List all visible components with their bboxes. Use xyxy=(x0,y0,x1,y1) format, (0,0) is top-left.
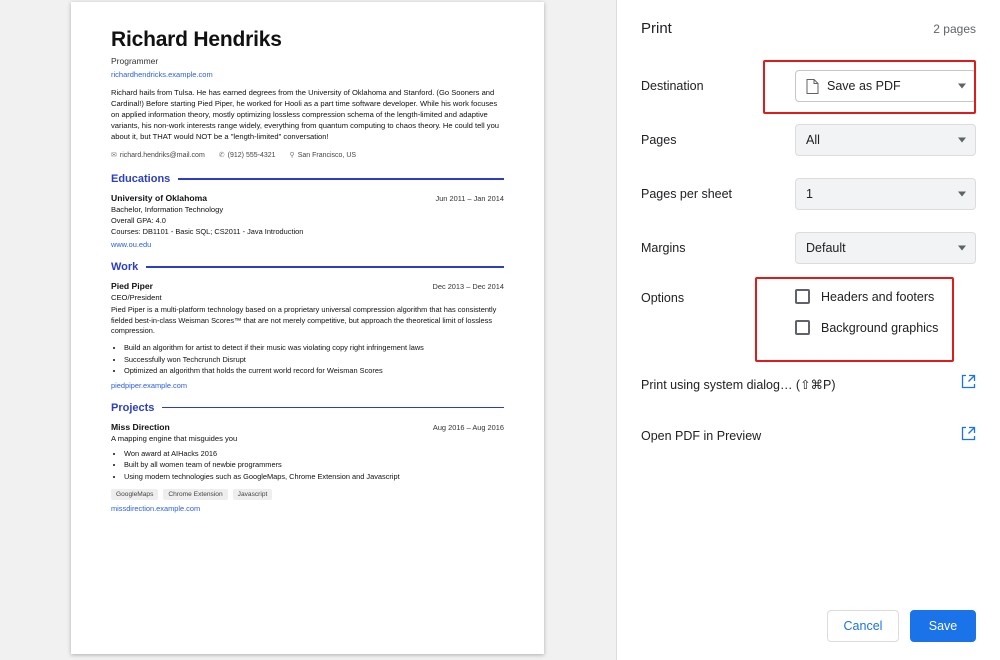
destination-label: Destination xyxy=(641,79,704,93)
open-pdf-in-preview-row[interactable] xyxy=(641,413,976,459)
section-header-projects xyxy=(111,402,504,414)
entry-link[interactable]: missdirection.example.com xyxy=(111,504,201,514)
resume-role: Programmer xyxy=(111,56,159,66)
page-count-label: 2 pages xyxy=(933,22,976,36)
pages-label: Pages xyxy=(641,133,677,147)
pages-per-sheet-label: Pages per sheet xyxy=(641,187,733,201)
entry-line: Overall GPA: 4.0 xyxy=(111,216,166,225)
pages-row xyxy=(641,113,976,167)
entry-organization: Pied Piper xyxy=(111,281,154,291)
section-rule xyxy=(146,266,504,268)
list-item: • Built by all women team of newbie programmers xyxy=(124,459,504,470)
page-title: Print xyxy=(641,20,672,37)
print-settings-pane xyxy=(617,0,1000,660)
entry-tag-list xyxy=(111,489,504,500)
entry-bullet-list xyxy=(111,342,504,376)
background-graphics-label: Background graphics xyxy=(821,320,939,335)
pages-value: All xyxy=(806,133,820,147)
pages-per-sheet-row xyxy=(641,167,976,221)
mail-icon: ✉ xyxy=(111,152,117,159)
pdf-file-icon xyxy=(806,79,819,94)
list-item: • Using modern technologies such as GoogleMaps, Chrome Extension and Javascript xyxy=(124,471,504,482)
chevron-down-icon xyxy=(958,246,966,251)
open-pdf-in-preview-label: Open PDF in Preview xyxy=(641,429,762,443)
resume-contact-row xyxy=(111,151,504,159)
section-title: Educations xyxy=(111,173,171,185)
entry-description: Pied Piper is a multi-platform technology based on a proprietary universal compression algorithm that has consistently fielded best-in-class Weisman Scores™ that are not merely competitive, but approach the theoretical limit of lossless compression. xyxy=(111,305,497,336)
external-link-icon[interactable] xyxy=(961,374,976,394)
resume-entry xyxy=(111,193,504,249)
entry-date: Jun 2011 – Jan 2014 xyxy=(435,194,504,203)
entry-subtitle: Bachelor, Information Technology xyxy=(111,205,224,214)
entry-link[interactable]: www.ou.edu xyxy=(111,240,152,249)
list-item: • Successfully won Techcrunch Disrupt xyxy=(124,354,504,365)
contact-location xyxy=(290,151,357,159)
background-graphics-option[interactable] xyxy=(795,320,938,335)
destination-select[interactable] xyxy=(795,70,976,102)
contact-email-text: richard.hendriks@mail.com xyxy=(119,151,205,159)
margins-row xyxy=(641,221,976,275)
destination-row xyxy=(641,59,976,113)
tag: Chrome Extension xyxy=(163,489,227,500)
contact-phone-text: (912) 555-4321 xyxy=(227,151,276,159)
chevron-down-icon xyxy=(958,84,966,89)
section-rule xyxy=(178,178,504,180)
print-header xyxy=(641,0,976,37)
options-checkbox-group xyxy=(795,283,938,335)
list-item: • Optimized an algorithm that holds the current world record for Weisman Scores xyxy=(124,365,504,376)
location-icon: ⚲ xyxy=(289,152,295,159)
margins-label: Margins xyxy=(641,241,686,255)
resume-name: Richard Hendriks xyxy=(111,28,282,51)
dialog-footer xyxy=(827,610,976,642)
contact-location-text: San Francisco, US xyxy=(297,151,357,159)
print-using-system-dialog-row[interactable] xyxy=(641,361,976,407)
entry-date: Dec 2013 – Dec 2014 xyxy=(432,282,504,291)
entry-date: Aug 2016 – Aug 2016 xyxy=(432,422,504,432)
pages-select[interactable] xyxy=(795,124,976,156)
entry-subtitle: CEO/President xyxy=(111,293,162,302)
pages-per-sheet-select[interactable] xyxy=(795,178,976,210)
entry-line: Courses: DB1101 - Basic SQL; CS2011 - Java Introduction xyxy=(111,227,304,236)
entry-organization: University of Oklahoma xyxy=(111,193,207,203)
resume-summary: Richard hails from Tulsa. He has earned degrees from the University of Oklahoma and Stanford. (Go Sooners and Cardinal!) Before starting Pied Piper, he worked for Hooli as a part time software developer. While his work focuses on applied information theory, mostly optimizing lossless compression schema of the length-limited and adaptive variants, his non-work interests range widely, everything from quantum computing to chaos theory. He could tell you about it, but THAT would NOT be a "length-limited" conversation! xyxy=(111,88,500,141)
contact-phone xyxy=(219,151,276,159)
resume-entry xyxy=(111,281,504,390)
section-title: Projects xyxy=(111,401,155,414)
options-label: Options xyxy=(641,291,685,305)
headers-and-footers-label: Headers and footers xyxy=(821,289,935,304)
entry-subtitle: A mapping engine that misguides you xyxy=(111,433,238,443)
resume-entry xyxy=(111,422,504,513)
entry-organization: Miss Direction xyxy=(111,421,170,432)
resume-website-link[interactable]: richardhendricks.example.com xyxy=(111,70,213,79)
save-button[interactable]: Save xyxy=(910,610,976,642)
section-title: Work xyxy=(111,261,139,273)
tag: Javascript xyxy=(233,489,273,500)
list-item: • Build an algorithm for artist to detect if their music was violating copy right infringement laws xyxy=(124,342,504,353)
phone-icon: ✆ xyxy=(218,152,225,159)
checkbox-icon[interactable] xyxy=(795,289,810,304)
chevron-down-icon xyxy=(958,138,966,143)
external-link-icon[interactable] xyxy=(961,426,976,446)
list-item: • Won award at AIHacks 2016 xyxy=(124,448,504,459)
entry-bullet-list xyxy=(111,448,504,482)
options-row xyxy=(641,275,976,335)
section-header-educations xyxy=(111,173,504,185)
preview-page xyxy=(71,2,544,654)
pages-per-sheet-value: 1 xyxy=(806,187,813,201)
cancel-button[interactable]: Cancel xyxy=(827,610,899,642)
section-rule xyxy=(162,407,504,409)
headers-and-footers-option[interactable] xyxy=(795,289,938,304)
margins-select[interactable] xyxy=(795,232,976,264)
margins-value: Default xyxy=(806,241,846,255)
contact-email xyxy=(111,151,205,159)
destination-value: Save as PDF xyxy=(827,79,901,93)
entry-link[interactable]: piedpiper.example.com xyxy=(111,380,188,390)
chevron-down-icon xyxy=(958,192,966,197)
tag: GoogleMaps xyxy=(111,489,158,500)
checkbox-icon[interactable] xyxy=(795,320,810,335)
print-using-system-dialog-label: Print using system dialog… (⇧⌘P) xyxy=(641,377,836,392)
section-header-work xyxy=(111,261,504,273)
